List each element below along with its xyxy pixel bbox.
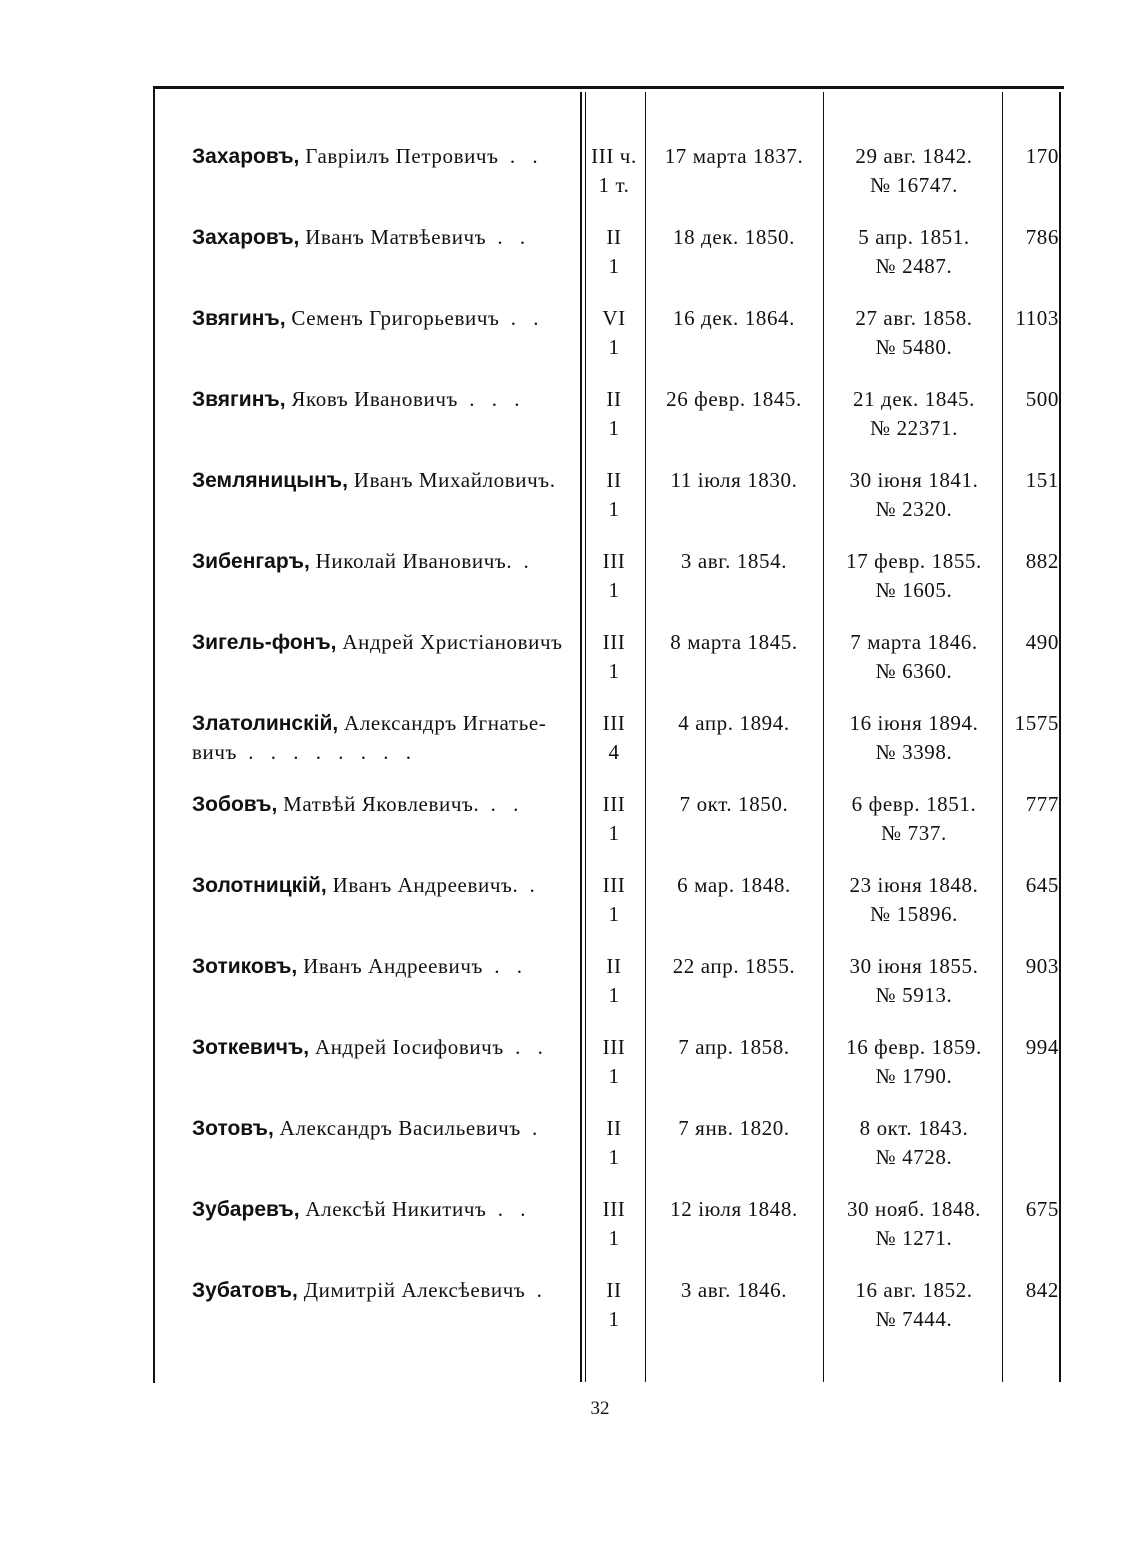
part: III bbox=[602, 792, 626, 816]
given-names: Иванъ Андреевичъ bbox=[297, 954, 483, 978]
part-volume-cell bbox=[588, 1114, 640, 1172]
given-names: Николай Ивановичъ. bbox=[309, 549, 513, 573]
table-row bbox=[0, 871, 1140, 951]
part-volume-cell bbox=[588, 1195, 640, 1253]
order-cell bbox=[826, 871, 1002, 929]
surname: Звягинъ, bbox=[192, 388, 286, 411]
leader-dots: . bbox=[512, 549, 535, 573]
part-volume-cell bbox=[588, 628, 640, 686]
table-row bbox=[0, 790, 1140, 870]
volume: 1 bbox=[608, 254, 620, 278]
order-date: 29 авг. 1842. bbox=[855, 144, 973, 168]
name-continuation: вичъ bbox=[192, 740, 237, 764]
name-cell bbox=[192, 871, 576, 900]
name-line bbox=[192, 790, 576, 819]
name-continuation-line bbox=[192, 738, 576, 767]
name-cell bbox=[192, 385, 576, 414]
order-date: 30 іюня 1841. bbox=[849, 468, 979, 492]
part: II bbox=[606, 468, 622, 492]
name-cell bbox=[192, 547, 576, 576]
volume: 1 bbox=[608, 1064, 620, 1088]
volume: 1 bbox=[608, 335, 620, 359]
order-cell bbox=[826, 547, 1002, 605]
record-number-cell: 490 bbox=[1025, 630, 1059, 654]
part-volume-cell bbox=[588, 709, 640, 767]
leader-dots: . . bbox=[498, 144, 544, 168]
table-row bbox=[0, 709, 1140, 789]
name-line bbox=[192, 1195, 576, 1224]
service-date-cell: 3 авг. 1854. bbox=[680, 549, 788, 573]
table-row bbox=[0, 952, 1140, 1032]
surname: Звягинъ, bbox=[192, 307, 286, 330]
given-names: Андрей Іосифовичъ bbox=[309, 1035, 504, 1059]
name-line bbox=[192, 223, 576, 252]
surname: Зубаревъ, bbox=[192, 1198, 300, 1221]
name-cell bbox=[192, 952, 576, 981]
given-names: Александръ Васильевичъ bbox=[273, 1116, 521, 1140]
order-number: № 737. bbox=[881, 821, 947, 845]
part-volume-cell bbox=[588, 223, 640, 281]
surname: Зубатовъ, bbox=[192, 1279, 298, 1302]
order-number: № 5480. bbox=[875, 335, 953, 359]
table-row bbox=[0, 547, 1140, 627]
record-number-cell: 151 bbox=[1025, 468, 1059, 492]
leader-dots: . . bbox=[486, 1197, 532, 1221]
service-date-cell: 22 апр. 1855. bbox=[672, 954, 796, 978]
table-row bbox=[0, 628, 1140, 708]
leader-dots: . bbox=[525, 1278, 548, 1302]
record-number-cell: 777 bbox=[1025, 792, 1059, 816]
leader-dots: . . bbox=[482, 954, 528, 978]
order-date: 27 авг. 1858. bbox=[855, 306, 973, 330]
order-number: № 1605. bbox=[875, 578, 953, 602]
order-number: № 5913. bbox=[875, 983, 953, 1007]
order-date: 21 дек. 1845. bbox=[852, 387, 975, 411]
order-cell bbox=[826, 223, 1002, 281]
part: II bbox=[606, 387, 622, 411]
part-volume-cell bbox=[588, 547, 640, 605]
part-volume-cell bbox=[588, 1276, 640, 1334]
record-number-cell: 675 bbox=[1025, 1197, 1059, 1221]
surname: Захаровъ, bbox=[192, 145, 300, 168]
leader-dots: . bbox=[520, 1116, 544, 1140]
order-date: 30 нояб. 1848. bbox=[846, 1197, 982, 1221]
name-line bbox=[192, 547, 576, 576]
name-line bbox=[192, 871, 576, 900]
surname: Золотницкій, bbox=[192, 874, 327, 897]
volume: 1 bbox=[608, 821, 620, 845]
volume: 1 bbox=[608, 659, 620, 683]
table-row bbox=[0, 1114, 1140, 1194]
record-number-cell: 1103 bbox=[1015, 306, 1059, 330]
name-cell bbox=[192, 466, 576, 495]
name-cell bbox=[192, 1195, 576, 1224]
service-date-cell: 17 марта 1837. bbox=[664, 144, 804, 168]
order-number: № 16747. bbox=[870, 173, 958, 197]
order-cell bbox=[826, 1276, 1002, 1334]
given-names: Александръ Игнатье- bbox=[338, 711, 547, 735]
order-date: 23 іюня 1848. bbox=[849, 873, 979, 897]
record-number-cell: 170 bbox=[1025, 144, 1059, 168]
order-cell bbox=[826, 1195, 1002, 1253]
order-cell bbox=[826, 142, 1002, 200]
order-cell bbox=[826, 304, 1002, 362]
given-names: Иванъ Михайловичъ. bbox=[347, 468, 556, 492]
name-line bbox=[192, 709, 576, 738]
service-date-cell: 6 мар. 1848. bbox=[677, 873, 791, 897]
surname: Зотовъ, bbox=[192, 1117, 274, 1140]
order-cell bbox=[826, 1033, 1002, 1091]
order-cell bbox=[826, 466, 1002, 524]
surname: Захаровъ, bbox=[192, 226, 300, 249]
given-names: Яковъ Ивановичъ bbox=[285, 387, 458, 411]
table-row bbox=[0, 385, 1140, 465]
part: III bbox=[602, 1197, 626, 1221]
part: III bbox=[602, 549, 626, 573]
record-number-cell: 500 bbox=[1025, 387, 1059, 411]
surname: Зоткевичъ, bbox=[192, 1036, 310, 1059]
order-number: № 2487. bbox=[875, 254, 953, 278]
table-row bbox=[0, 1276, 1140, 1356]
part: III bbox=[602, 1035, 626, 1059]
record-number-cell: 786 bbox=[1025, 225, 1059, 249]
order-number: № 15896. bbox=[870, 902, 958, 926]
record-number-cell: 1575 bbox=[1014, 711, 1059, 735]
volume: 1 bbox=[608, 1145, 620, 1169]
part: II bbox=[606, 1278, 622, 1302]
part-volume-cell bbox=[588, 142, 640, 200]
table-row bbox=[0, 304, 1140, 384]
part: III bbox=[602, 630, 626, 654]
part: II bbox=[606, 954, 622, 978]
order-date: 8 окт. 1843. bbox=[859, 1116, 969, 1140]
part: III bbox=[602, 873, 626, 897]
name-cell bbox=[192, 1276, 576, 1305]
leader-dots: . . . bbox=[457, 387, 526, 411]
order-date: 16 февр. 1859. bbox=[846, 1035, 982, 1059]
part-volume-cell bbox=[588, 871, 640, 929]
part-volume-cell bbox=[588, 385, 640, 443]
part: III ч. bbox=[591, 144, 637, 168]
service-date-cell: 7 окт. 1850. bbox=[679, 792, 789, 816]
table-row bbox=[0, 142, 1140, 222]
service-date-cell: 11 іюля 1830. bbox=[670, 468, 798, 492]
name-line bbox=[192, 304, 576, 333]
surname: Зигель-фонъ, bbox=[192, 631, 337, 654]
part: VI bbox=[602, 306, 626, 330]
table-row bbox=[0, 466, 1140, 546]
name-cell bbox=[192, 223, 576, 252]
order-cell bbox=[826, 385, 1002, 443]
part-volume-cell bbox=[588, 466, 640, 524]
given-names: Андрей Христіановичъ bbox=[336, 630, 563, 654]
service-date-cell: 26 февр. 1845. bbox=[666, 387, 802, 411]
record-number-cell: 645 bbox=[1025, 873, 1059, 897]
part-volume-cell bbox=[588, 304, 640, 362]
name-line bbox=[192, 1033, 576, 1062]
service-date-cell: 12 іюля 1848. bbox=[670, 1197, 798, 1221]
service-date-cell: 3 авг. 1846. bbox=[680, 1278, 788, 1302]
leader-dots: . . . . . . . . bbox=[236, 740, 417, 764]
name-line bbox=[192, 1276, 576, 1305]
table-row bbox=[0, 1195, 1140, 1275]
volume: 1 bbox=[608, 416, 620, 440]
part-volume-cell bbox=[588, 952, 640, 1010]
order-date: 16 іюня 1894. bbox=[849, 711, 979, 735]
table-row bbox=[0, 223, 1140, 303]
leader-dots: . . bbox=[499, 306, 545, 330]
order-date: 16 авг. 1852. bbox=[855, 1278, 973, 1302]
surname: Зотиковъ, bbox=[192, 955, 298, 978]
volume: 1 bbox=[608, 497, 620, 521]
volume: 1 bbox=[608, 902, 620, 926]
order-cell bbox=[826, 1114, 1002, 1172]
given-names: Семенъ Григорьевичъ bbox=[285, 306, 500, 330]
name-line bbox=[192, 142, 576, 171]
surname: Земляницынъ, bbox=[192, 469, 348, 492]
part-volume-cell bbox=[588, 1033, 640, 1091]
order-date: 7 марта 1846. bbox=[850, 630, 978, 654]
table-row bbox=[0, 1033, 1140, 1113]
surname: Златолинскій, bbox=[192, 712, 339, 735]
name-cell bbox=[192, 709, 576, 767]
order-number: № 1271. bbox=[875, 1226, 953, 1250]
name-line bbox=[192, 466, 576, 495]
order-cell bbox=[826, 790, 1002, 848]
given-names: Гавріилъ Петровичъ bbox=[299, 144, 499, 168]
record-number-cell: 903 bbox=[1025, 954, 1059, 978]
service-date-cell: 7 апр. 1858. bbox=[678, 1035, 790, 1059]
order-cell bbox=[826, 709, 1002, 767]
name-line bbox=[192, 628, 576, 657]
name-cell bbox=[192, 1114, 576, 1143]
surname: Зибенгаръ, bbox=[192, 550, 310, 573]
name-cell bbox=[192, 1033, 576, 1062]
given-names: Димитрій Алексѣевичъ bbox=[297, 1278, 526, 1302]
part-volume-cell bbox=[588, 790, 640, 848]
order-number: № 6360. bbox=[875, 659, 953, 683]
service-date-cell: 4 апр. 1894. bbox=[678, 711, 790, 735]
volume: 4 bbox=[608, 740, 620, 764]
order-date: 5 апр. 1851. bbox=[858, 225, 970, 249]
leader-dots: . . bbox=[479, 792, 525, 816]
order-cell bbox=[826, 952, 1002, 1010]
record-number-cell: 882 bbox=[1025, 549, 1059, 573]
name-cell bbox=[192, 304, 576, 333]
order-number: № 4728. bbox=[875, 1145, 953, 1169]
service-date-cell: 8 марта 1845. bbox=[670, 630, 798, 654]
leader-dots: . bbox=[518, 873, 541, 897]
order-number: № 22371. bbox=[870, 416, 958, 440]
leader-dots: . . bbox=[503, 1035, 549, 1059]
given-names: Алексѣй Никитичъ bbox=[299, 1197, 487, 1221]
order-number: № 3398. bbox=[875, 740, 953, 764]
surname: Зобовъ, bbox=[192, 793, 278, 816]
part: II bbox=[606, 1116, 622, 1140]
service-date-cell: 18 дек. 1850. bbox=[672, 225, 795, 249]
part: II bbox=[606, 225, 622, 249]
volume: 1 т. bbox=[598, 173, 630, 197]
volume: 1 bbox=[608, 1226, 620, 1250]
record-number-cell: 994 bbox=[1025, 1035, 1059, 1059]
name-cell bbox=[192, 790, 576, 819]
service-date-cell: 16 дек. 1864. bbox=[672, 306, 795, 330]
order-number: № 7444. bbox=[875, 1307, 953, 1331]
record-number-cell: 842 bbox=[1025, 1278, 1059, 1302]
given-names: Матвѣй Яковлевичъ. bbox=[277, 792, 480, 816]
order-date: 30 іюня 1855. bbox=[849, 954, 979, 978]
name-cell bbox=[192, 142, 576, 171]
order-date: 17 февр. 1855. bbox=[846, 549, 982, 573]
page-number: 32 bbox=[590, 1398, 610, 1419]
name-line bbox=[192, 385, 576, 414]
volume: 1 bbox=[608, 983, 620, 1007]
order-date: 6 февр. 1851. bbox=[851, 792, 977, 816]
service-date-cell: 7 янв. 1820. bbox=[678, 1116, 790, 1140]
name-line bbox=[192, 1114, 576, 1143]
name-cell bbox=[192, 628, 576, 657]
part: III bbox=[602, 711, 626, 735]
order-cell bbox=[826, 628, 1002, 686]
order-number: № 2320. bbox=[875, 497, 953, 521]
volume: 1 bbox=[608, 578, 620, 602]
leader-dots: . . bbox=[486, 225, 532, 249]
name-line bbox=[192, 952, 576, 981]
given-names: Иванъ Матвѣевичъ bbox=[299, 225, 487, 249]
volume: 1 bbox=[608, 1307, 620, 1331]
given-names: Иванъ Андреевичъ. bbox=[326, 873, 519, 897]
order-number: № 1790. bbox=[875, 1064, 953, 1088]
